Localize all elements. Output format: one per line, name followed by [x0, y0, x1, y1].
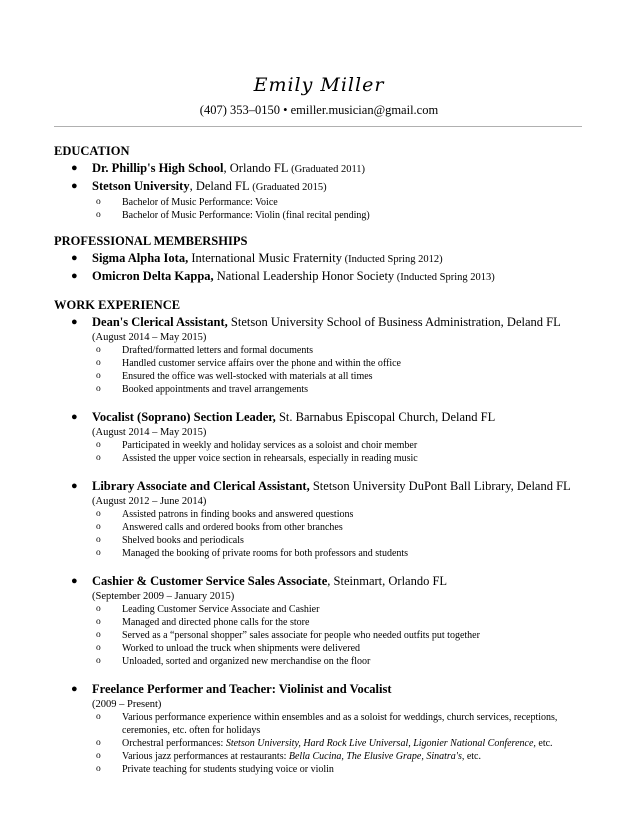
duty-item — [92, 711, 594, 737]
degree-item — [92, 196, 594, 209]
circle-bullet-icon: o — [96, 548, 101, 558]
bullet-icon: ● — [71, 162, 78, 174]
org-name: Omicron Delta Kappa, — [92, 269, 214, 283]
duty-item — [92, 357, 594, 370]
org-description: National Leadership Honor Society — [213, 269, 395, 283]
duty-item — [92, 521, 594, 534]
contact-line: (407) 353–0150 • emiller.musician@gmail.com — [199, 103, 439, 117]
circle-bullet-icon: o — [96, 358, 101, 368]
duty-item — [92, 763, 594, 776]
section-title: WORK EXPERIENCE — [54, 298, 181, 312]
duty-text: Worked to unload the truck when shipments were delivered — [122, 643, 361, 654]
duty-item — [92, 547, 594, 560]
circle-bullet-icon: o — [96, 509, 101, 519]
duty-text: Handled customer service affairs over the phone and within the office — [122, 358, 401, 369]
degree-text: Bachelor of Music Performance: Violin (final recital pending) — [122, 210, 370, 221]
job-dates: (September 2009 – January 2015) — [92, 591, 235, 602]
circle-bullet-icon: o — [96, 345, 101, 355]
work-section — [54, 297, 594, 776]
job-org: St. Barnabus Episcopal Church, Deland FL — [275, 410, 496, 424]
education-entry — [54, 178, 594, 222]
job-dates: (August 2014 – May 2015) — [92, 427, 207, 438]
duty-text: Various performance experience within ensembles and as a soloist for weddings, church services, receptions, ceremonies, etc. often for holidays — [122, 712, 558, 736]
job-role: Vocalist (Soprano) Section Leader, — [92, 410, 276, 424]
circle-bullet-icon: o — [96, 764, 101, 774]
org-description: International Music Fraternity — [188, 251, 342, 265]
duty-item — [92, 603, 594, 616]
circle-bullet-icon: o — [96, 617, 101, 627]
bullet-icon: ● — [71, 480, 78, 492]
circle-bullet-icon: o — [96, 371, 101, 381]
membership-entry — [54, 250, 594, 268]
induction-note: (Inducted Spring 2013) — [394, 272, 495, 283]
bullet-icon: ● — [71, 316, 78, 328]
duty-item — [92, 452, 594, 465]
duty-item — [92, 383, 594, 396]
duty-text-end: etc. — [464, 751, 481, 762]
duty-text: Managed the booking of private rooms for both professors and students — [122, 548, 409, 559]
bullet-icon: ● — [71, 180, 78, 192]
duty-item — [92, 750, 594, 763]
job-org: Stetson University DuPont Ball Library, Deland FL — [309, 479, 571, 493]
graduation-note: (Graduated 2011) — [288, 164, 366, 175]
duty-text: Managed and directed phone calls for the store — [122, 617, 310, 628]
circle-bullet-icon: o — [96, 738, 101, 748]
job-role: Library Associate and Clerical Assistant, — [92, 479, 310, 493]
bullet-icon: ● — [71, 270, 78, 282]
resume-body — [54, 143, 594, 787]
job-org: , Steinmart, Orlando FL — [327, 574, 448, 588]
job-entry — [54, 409, 594, 465]
duty-item — [92, 616, 594, 629]
section-title: PROFESSIONAL MEMBERSHIPS — [54, 234, 248, 248]
school-name: Dr. Phillip's High School — [92, 161, 224, 175]
duty-text-end: etc. — [535, 738, 553, 749]
duty-text: Assisted patrons in finding books and answered questions — [122, 509, 354, 520]
circle-bullet-icon: o — [96, 712, 101, 722]
header-divider — [54, 126, 582, 127]
duty-item — [92, 737, 594, 750]
duty-text: Ensured the office was well-stocked with materials at all times — [122, 371, 373, 382]
circle-bullet-icon: o — [96, 522, 101, 532]
school-location: , Orlando FL — [223, 161, 289, 175]
job-dates: (August 2012 – June 2014) — [92, 496, 207, 507]
duty-text: Participated in weekly and holiday services as a soloist and choir member — [122, 440, 418, 451]
duty-item — [92, 508, 594, 521]
circle-bullet-icon: o — [96, 656, 101, 666]
duty-item — [92, 370, 594, 383]
duty-text: Leading Customer Service Associate and Cashier — [122, 604, 320, 615]
duty-text: Unloaded, sorted and organized new merchandise on the floor — [122, 656, 371, 667]
job-entry — [54, 314, 594, 396]
duty-text: Shelved books and periodicals — [122, 535, 244, 546]
job-entry — [54, 573, 594, 668]
school-location: , Deland FL — [189, 179, 250, 193]
degree-text: Bachelor of Music Performance: Voice — [122, 197, 278, 208]
job-dates: (August 2014 – May 2015) — [92, 332, 207, 343]
duty-item — [92, 655, 594, 668]
section-title: EDUCATION — [54, 144, 130, 158]
duty-text: Served as a “personal shopper” sales associate for people who needed outfits put together — [122, 630, 480, 641]
circle-bullet-icon: o — [96, 197, 101, 207]
duty-text: Drafted/formatted letters and formal documents — [122, 345, 314, 356]
job-entry — [54, 478, 594, 560]
circle-bullet-icon: o — [96, 384, 101, 394]
degree-item — [92, 209, 594, 222]
bullet-icon: ● — [71, 683, 78, 695]
duty-text: Assisted the upper voice section in rehearsals, especially in reading music — [122, 453, 418, 464]
circle-bullet-icon: o — [96, 630, 101, 640]
bullet-icon: ● — [71, 411, 78, 423]
circle-bullet-icon: o — [96, 210, 101, 220]
duty-item — [92, 534, 594, 547]
duty-item — [92, 629, 594, 642]
job-role: Cashier & Customer Service Sales Associate — [92, 574, 328, 588]
duty-text: Private teaching for students studying voice or violin — [122, 764, 334, 775]
duty-item — [92, 344, 594, 357]
job-role: Freelance Performer and Teacher: Violinist and Vocalist — [92, 682, 392, 696]
memberships-section — [54, 233, 594, 286]
job-entry — [54, 681, 594, 776]
job-role: Dean's Clerical Assistant, — [92, 315, 228, 329]
education-entry — [54, 160, 594, 178]
circle-bullet-icon: o — [96, 535, 101, 545]
circle-bullet-icon: o — [96, 440, 101, 450]
venue-list: Bella Cucina, The Elusive Grape, Sinatra's, — [288, 751, 465, 762]
duty-text: Various jazz performances at restaurants: — [122, 751, 289, 762]
induction-note: (Inducted Spring 2012) — [342, 254, 443, 265]
circle-bullet-icon: o — [96, 751, 101, 761]
duty-text: Answered calls and ordered books from other branches — [122, 522, 343, 533]
circle-bullet-icon: o — [96, 453, 101, 463]
bullet-icon: ● — [71, 252, 78, 264]
school-name: Stetson University — [92, 179, 190, 193]
duty-text: Booked appointments and travel arrangements — [122, 384, 309, 395]
duty-item — [92, 439, 594, 452]
job-dates: (2009 – Present) — [92, 699, 162, 710]
bullet-icon: ● — [71, 575, 78, 587]
venue-list: Stetson University, Hard Rock Live Universal, Ligonier National Conference, — [225, 738, 536, 749]
job-org: Stetson University School of Business Administration, Deland FL — [227, 315, 561, 329]
duty-text: Orchestral performances: — [122, 738, 226, 749]
circle-bullet-icon: o — [96, 604, 101, 614]
org-name: Sigma Alpha Iota, — [92, 251, 189, 265]
membership-entry — [54, 268, 594, 286]
graduation-note: (Graduated 2015) — [249, 182, 327, 193]
circle-bullet-icon: o — [96, 643, 101, 653]
duty-item — [92, 642, 594, 655]
candidate-name: Emily Miller — [253, 74, 385, 96]
education-section — [54, 143, 594, 222]
